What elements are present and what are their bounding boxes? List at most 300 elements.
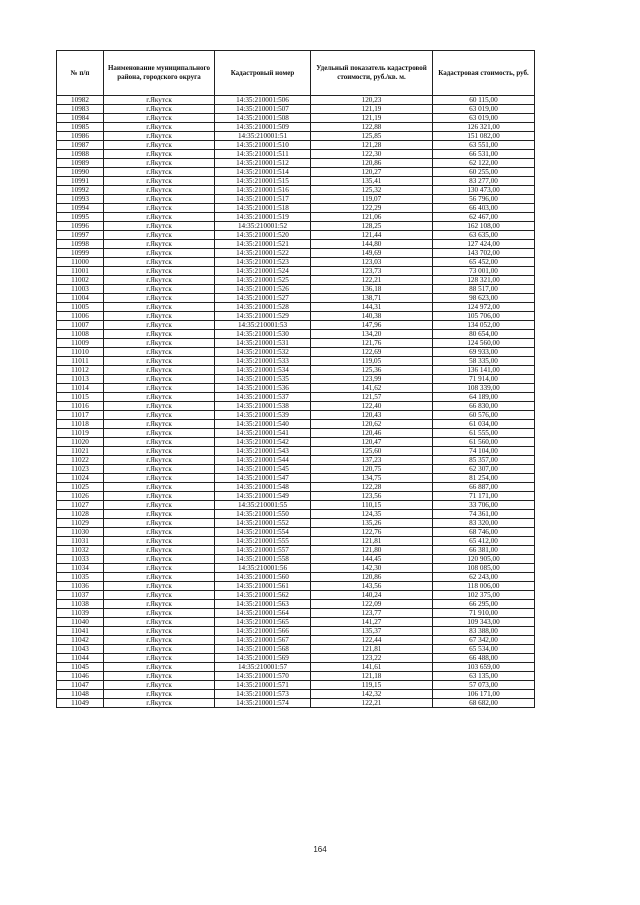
cell-cadastral-number: 14:35:210001:514: [215, 168, 311, 177]
cell-municipality: г.Якутск: [104, 312, 215, 321]
cell-number: 11036: [57, 582, 104, 591]
cell-cadastral-number: 14:35:210001:507: [215, 105, 311, 114]
cell-cadastral-value: 74 361,00: [433, 510, 535, 519]
cell-municipality: г.Якутск: [104, 420, 215, 429]
table-row: [57, 222, 535, 231]
cell-cadastral-value: 73 001,00: [433, 267, 535, 276]
cell-cadastral-number: 14:35:210001:512: [215, 159, 311, 168]
cell-cadastral-value: 63 135,00: [433, 672, 535, 681]
table-row: [57, 195, 535, 204]
cell-specific-value: 136,18: [311, 285, 433, 294]
cell-municipality: г.Якутск: [104, 672, 215, 681]
cell-cadastral-value: 103 659,00: [433, 663, 535, 672]
cell-specific-value: 122,69: [311, 348, 433, 357]
page-number: 164: [313, 845, 327, 854]
cell-cadastral-number: 14:35:210001:554: [215, 528, 311, 537]
cell-number: 11020: [57, 438, 104, 447]
cell-municipality: г.Якутск: [104, 411, 215, 420]
cell-cadastral-number: 14:35:210001:547: [215, 474, 311, 483]
table-body: [57, 96, 535, 708]
cell-cadastral-value: 106 171,00: [433, 690, 535, 699]
cell-number: 11045: [57, 663, 104, 672]
cell-specific-value: 125,36: [311, 366, 433, 375]
cell-specific-value: 122,44: [311, 636, 433, 645]
cell-municipality: г.Якутск: [104, 141, 215, 150]
cell-cadastral-number: 14:35:210001:508: [215, 114, 311, 123]
table-row: [57, 132, 535, 141]
cell-cadastral-number: 14:35:210001:522: [215, 249, 311, 258]
cell-cadastral-number: 14:35:210001:574: [215, 699, 311, 708]
cell-number: 11029: [57, 519, 104, 528]
cell-number: 11037: [57, 591, 104, 600]
cell-number: 10983: [57, 105, 104, 114]
cell-municipality: г.Якутск: [104, 231, 215, 240]
cell-specific-value: 122,09: [311, 600, 433, 609]
cell-cadastral-value: 71 914,00: [433, 375, 535, 384]
table-row: [57, 672, 535, 681]
table-row: [57, 276, 535, 285]
table-row: [57, 339, 535, 348]
cell-specific-value: 144,80: [311, 240, 433, 249]
cell-number: 11033: [57, 555, 104, 564]
cell-specific-value: 121,28: [311, 141, 433, 150]
cell-cadastral-value: 66 830,00: [433, 402, 535, 411]
table-row: [57, 429, 535, 438]
table-row: [57, 312, 535, 321]
cell-number: 11017: [57, 411, 104, 420]
cell-number: 10992: [57, 186, 104, 195]
table-row: [57, 501, 535, 510]
cell-cadastral-number: 14:35:210001:517: [215, 195, 311, 204]
cell-number: 11005: [57, 303, 104, 312]
cell-municipality: г.Якутск: [104, 150, 215, 159]
cell-municipality: г.Якутск: [104, 618, 215, 627]
cell-municipality: г.Якутск: [104, 321, 215, 330]
cell-cadastral-number: 14:35:210001:525: [215, 276, 311, 285]
cell-number: 10995: [57, 213, 104, 222]
cell-specific-value: 119,15: [311, 681, 433, 690]
cell-specific-value: 121,57: [311, 393, 433, 402]
cell-number: 11025: [57, 483, 104, 492]
cell-number: 11000: [57, 258, 104, 267]
cell-cadastral-value: 69 933,00: [433, 348, 535, 357]
table-row: [57, 411, 535, 420]
cell-municipality: г.Якутск: [104, 276, 215, 285]
cell-specific-value: 137,23: [311, 456, 433, 465]
cell-number: 11043: [57, 645, 104, 654]
cell-cadastral-value: 61 034,00: [433, 420, 535, 429]
table-row: [57, 213, 535, 222]
cell-number: 10987: [57, 141, 104, 150]
cell-specific-value: 122,76: [311, 528, 433, 537]
cell-cadastral-number: 14:35:210001:568: [215, 645, 311, 654]
cell-cadastral-number: 14:35:210001:557: [215, 546, 311, 555]
cell-cadastral-number: 14:35:210001:537: [215, 393, 311, 402]
table-row: [57, 456, 535, 465]
cell-municipality: г.Якутск: [104, 249, 215, 258]
cell-number: 10996: [57, 222, 104, 231]
table-row: [57, 546, 535, 555]
cell-cadastral-value: 83 277,00: [433, 177, 535, 186]
cell-cadastral-number: 14:35:210001:506: [215, 96, 311, 105]
cell-cadastral-number: 14:35:210001:515: [215, 177, 311, 186]
cell-cadastral-number: 14:35:210001:532: [215, 348, 311, 357]
cell-specific-value: 121,81: [311, 537, 433, 546]
cell-municipality: г.Якутск: [104, 267, 215, 276]
table-row: [57, 618, 535, 627]
cell-number: 11049: [57, 699, 104, 708]
cell-specific-value: 135,26: [311, 519, 433, 528]
cell-number: 11004: [57, 294, 104, 303]
cell-cadastral-value: 108 339,00: [433, 384, 535, 393]
cell-cadastral-number: 14:35:210001:534: [215, 366, 311, 375]
cell-specific-value: 110,15: [311, 501, 433, 510]
cell-cadastral-number: 14:35:210001:573: [215, 690, 311, 699]
cell-cadastral-value: 68 746,00: [433, 528, 535, 537]
cell-specific-value: 124,35: [311, 510, 433, 519]
header-specific-value: Удельный показатель кадастровой стоимости, руб./кв. м.: [311, 51, 433, 96]
cell-municipality: г.Якутск: [104, 465, 215, 474]
cell-municipality: г.Якутск: [104, 132, 215, 141]
table-row: [57, 645, 535, 654]
cell-municipality: г.Якутск: [104, 519, 215, 528]
header-cadastral-number: Кадастровый номер: [215, 51, 311, 96]
cell-number: 11021: [57, 447, 104, 456]
cell-cadastral-number: 14:35:210001:561: [215, 582, 311, 591]
cell-cadastral-value: 85 357,00: [433, 456, 535, 465]
table-row: [57, 348, 535, 357]
cell-specific-value: 120,62: [311, 420, 433, 429]
cell-number: 10984: [57, 114, 104, 123]
cell-municipality: г.Якутск: [104, 438, 215, 447]
cell-cadastral-value: 62 243,00: [433, 573, 535, 582]
cell-specific-value: 120,27: [311, 168, 433, 177]
table-row: [57, 303, 535, 312]
cell-municipality: г.Якутск: [104, 501, 215, 510]
cell-number: 11014: [57, 384, 104, 393]
cell-specific-value: 121,76: [311, 339, 433, 348]
cell-municipality: г.Якутск: [104, 168, 215, 177]
cell-cadastral-value: 61 560,00: [433, 438, 535, 447]
table-row: [57, 240, 535, 249]
table-row: [57, 582, 535, 591]
cell-cadastral-value: 109 343,00: [433, 618, 535, 627]
header-row: [57, 51, 535, 96]
table-row: [57, 537, 535, 546]
cell-number: 11008: [57, 330, 104, 339]
cell-specific-value: 141,61: [311, 663, 433, 672]
cell-cadastral-value: 98 623,00: [433, 294, 535, 303]
cell-cadastral-number: 14:35:210001:539: [215, 411, 311, 420]
table-row: [57, 555, 535, 564]
table-row: [57, 204, 535, 213]
cell-cadastral-number: 14:35:210001:562: [215, 591, 311, 600]
cell-cadastral-number: 14:35:210001:549: [215, 492, 311, 501]
cell-specific-value: 120,23: [311, 96, 433, 105]
cell-cadastral-number: 14:35:210001:518: [215, 204, 311, 213]
cell-specific-value: 141,27: [311, 618, 433, 627]
cell-specific-value: 134,75: [311, 474, 433, 483]
table-row: [57, 357, 535, 366]
table-row: [57, 366, 535, 375]
cell-cadastral-number: 14:35:210001:510: [215, 141, 311, 150]
table-row: [57, 96, 535, 105]
cell-cadastral-value: 60 115,00: [433, 96, 535, 105]
table-row: [57, 609, 535, 618]
cadastral-value-table: [56, 50, 535, 708]
table-row: [57, 663, 535, 672]
cell-municipality: г.Якутск: [104, 537, 215, 546]
cell-specific-value: 123,77: [311, 609, 433, 618]
cell-specific-value: 143,56: [311, 582, 433, 591]
cell-cadastral-number: 14:35:210001:543: [215, 447, 311, 456]
cell-number: 11003: [57, 285, 104, 294]
cell-municipality: г.Якутск: [104, 195, 215, 204]
table-row: [57, 105, 535, 114]
cell-specific-value: 144,31: [311, 303, 433, 312]
cell-municipality: г.Якутск: [104, 474, 215, 483]
cell-cadastral-value: 66 403,00: [433, 204, 535, 213]
cell-municipality: г.Якутск: [104, 564, 215, 573]
cell-cadastral-number: 14:35:210001:526: [215, 285, 311, 294]
cell-cadastral-value: 63 635,00: [433, 231, 535, 240]
cell-cadastral-value: 62 122,00: [433, 159, 535, 168]
cell-cadastral-number: 14:35:210001:567: [215, 636, 311, 645]
cell-municipality: г.Якутск: [104, 690, 215, 699]
table-row: [57, 519, 535, 528]
cell-municipality: г.Якутск: [104, 123, 215, 132]
cell-cadastral-value: 105 706,00: [433, 312, 535, 321]
cell-cadastral-number: 14:35:210001:521: [215, 240, 311, 249]
table-row: [57, 699, 535, 708]
cell-number: 11011: [57, 357, 104, 366]
cell-number: 10985: [57, 123, 104, 132]
cell-municipality: г.Якутск: [104, 159, 215, 168]
cell-specific-value: 140,38: [311, 312, 433, 321]
cell-specific-value: 125,60: [311, 447, 433, 456]
table-row: [57, 393, 535, 402]
cell-cadastral-value: 118 006,00: [433, 582, 535, 591]
cell-cadastral-number: 14:35:210001:520: [215, 231, 311, 240]
cell-cadastral-number: 14:35:210001:509: [215, 123, 311, 132]
cell-specific-value: 135,37: [311, 627, 433, 636]
cell-number: 11034: [57, 564, 104, 573]
cell-specific-value: 128,25: [311, 222, 433, 231]
table-row: [57, 591, 535, 600]
cell-cadastral-number: 14:35:210001:529: [215, 312, 311, 321]
cell-cadastral-value: 62 307,00: [433, 465, 535, 474]
cell-specific-value: 122,21: [311, 699, 433, 708]
cell-cadastral-value: 33 706,00: [433, 501, 535, 510]
cell-cadastral-number: 14:35:210001:542: [215, 438, 311, 447]
cell-specific-value: 120,75: [311, 465, 433, 474]
cell-number: 10982: [57, 96, 104, 105]
cell-cadastral-value: 58 335,00: [433, 357, 535, 366]
cell-specific-value: 142,30: [311, 564, 433, 573]
cell-specific-value: 142,32: [311, 690, 433, 699]
cell-cadastral-value: 65 452,00: [433, 258, 535, 267]
cell-cadastral-value: 81 254,00: [433, 474, 535, 483]
cell-specific-value: 122,88: [311, 123, 433, 132]
cell-number: 11022: [57, 456, 104, 465]
cell-municipality: г.Якутск: [104, 582, 215, 591]
cell-municipality: г.Якутск: [104, 573, 215, 582]
cell-number: 11042: [57, 636, 104, 645]
cell-number: 11030: [57, 528, 104, 537]
cell-cadastral-number: 14:35:210001:531: [215, 339, 311, 348]
table-row: [57, 123, 535, 132]
cell-municipality: г.Якутск: [104, 456, 215, 465]
cell-specific-value: 125,85: [311, 132, 433, 141]
cell-cadastral-number: 14:35:210001:523: [215, 258, 311, 267]
table-row: [57, 384, 535, 393]
cell-municipality: г.Якутск: [104, 546, 215, 555]
table-header: [57, 51, 535, 96]
cell-specific-value: 120,47: [311, 438, 433, 447]
cell-cadastral-number: 14:35:210001:53: [215, 321, 311, 330]
cell-specific-value: 123,22: [311, 654, 433, 663]
cell-municipality: г.Якутск: [104, 645, 215, 654]
cell-municipality: г.Якутск: [104, 402, 215, 411]
cell-municipality: г.Якутск: [104, 663, 215, 672]
cell-specific-value: 147,96: [311, 321, 433, 330]
cell-cadastral-value: 130 473,00: [433, 186, 535, 195]
cell-specific-value: 121,81: [311, 645, 433, 654]
table-row: [57, 681, 535, 690]
cell-cadastral-number: 14:35:210001:533: [215, 357, 311, 366]
cell-specific-value: 120,86: [311, 159, 433, 168]
cell-number: 11019: [57, 429, 104, 438]
cell-municipality: г.Якутск: [104, 555, 215, 564]
table-row: [57, 564, 535, 573]
cell-number: 11028: [57, 510, 104, 519]
cell-cadastral-value: 151 082,00: [433, 132, 535, 141]
cell-municipality: г.Якутск: [104, 699, 215, 708]
cell-cadastral-value: 63 019,00: [433, 105, 535, 114]
cell-cadastral-number: 14:35:210001:535: [215, 375, 311, 384]
cell-specific-value: 134,20: [311, 330, 433, 339]
cell-cadastral-number: 14:35:210001:536: [215, 384, 311, 393]
cell-cadastral-number: 14:35:210001:569: [215, 654, 311, 663]
table-row: [57, 492, 535, 501]
cell-cadastral-value: 124 560,00: [433, 339, 535, 348]
cell-cadastral-value: 66 887,00: [433, 483, 535, 492]
cell-municipality: г.Якутск: [104, 114, 215, 123]
cell-municipality: г.Якутск: [104, 447, 215, 456]
cell-number: 10999: [57, 249, 104, 258]
cell-cadastral-value: 61 555,00: [433, 429, 535, 438]
cell-municipality: г.Якутск: [104, 348, 215, 357]
table-row: [57, 231, 535, 240]
table-row: [57, 474, 535, 483]
cell-number: 10989: [57, 159, 104, 168]
cell-municipality: г.Якутск: [104, 591, 215, 600]
cell-municipality: г.Якутск: [104, 483, 215, 492]
cell-cadastral-value: 66 531,00: [433, 150, 535, 159]
cell-cadastral-number: 14:35:210001:565: [215, 618, 311, 627]
cell-cadastral-number: 14:35:210001:56: [215, 564, 311, 573]
cell-cadastral-value: 71 910,00: [433, 609, 535, 618]
table-row: [57, 141, 535, 150]
cell-number: 11018: [57, 420, 104, 429]
cell-municipality: г.Якутск: [104, 654, 215, 663]
header-cadastral-value: Кадастровая стоимость, руб.: [433, 51, 535, 96]
cell-cadastral-value: 124 972,00: [433, 303, 535, 312]
cell-cadastral-number: 14:35:210001:55: [215, 501, 311, 510]
cell-cadastral-value: 80 654,00: [433, 330, 535, 339]
table-row: [57, 267, 535, 276]
cell-number: 10991: [57, 177, 104, 186]
cell-cadastral-number: 14:35:210001:528: [215, 303, 311, 312]
cell-specific-value: 123,03: [311, 258, 433, 267]
cell-number: 11027: [57, 501, 104, 510]
cell-cadastral-number: 14:35:210001:527: [215, 294, 311, 303]
cell-cadastral-value: 108 085,00: [433, 564, 535, 573]
cell-cadastral-value: 83 388,00: [433, 627, 535, 636]
cell-cadastral-value: 63 019,00: [433, 114, 535, 123]
table-row: [57, 573, 535, 582]
table-row: [57, 258, 535, 267]
header-number: № п/п: [57, 51, 104, 96]
cell-cadastral-value: 60 576,00: [433, 411, 535, 420]
cell-municipality: г.Якутск: [104, 429, 215, 438]
table-row: [57, 600, 535, 609]
cell-cadastral-value: 65 534,00: [433, 645, 535, 654]
cell-cadastral-number: 14:35:210001:519: [215, 213, 311, 222]
cell-cadastral-number: 14:35:210001:544: [215, 456, 311, 465]
cell-cadastral-number: 14:35:210001:555: [215, 537, 311, 546]
cell-cadastral-number: 14:35:210001:550: [215, 510, 311, 519]
cell-number: 11038: [57, 600, 104, 609]
cell-number: 11009: [57, 339, 104, 348]
cell-cadastral-value: 67 342,00: [433, 636, 535, 645]
table-row: [57, 375, 535, 384]
table-row: [57, 249, 535, 258]
cell-cadastral-value: 74 104,00: [433, 447, 535, 456]
cell-specific-value: 149,69: [311, 249, 433, 258]
cell-specific-value: 119,07: [311, 195, 433, 204]
cell-cadastral-number: 14:35:210001:570: [215, 672, 311, 681]
cell-cadastral-value: 64 189,00: [433, 393, 535, 402]
cell-number: 11010: [57, 348, 104, 357]
cell-specific-value: 123,56: [311, 492, 433, 501]
cell-number: 11039: [57, 609, 104, 618]
cell-cadastral-value: 162 108,00: [433, 222, 535, 231]
cell-cadastral-value: 57 073,00: [433, 681, 535, 690]
cell-number: 10990: [57, 168, 104, 177]
cell-cadastral-value: 136 141,00: [433, 366, 535, 375]
cell-cadastral-value: 62 467,00: [433, 213, 535, 222]
cell-cadastral-number: 14:35:210001:538: [215, 402, 311, 411]
cell-cadastral-value: 134 052,00: [433, 321, 535, 330]
cell-cadastral-number: 14:35:210001:52: [215, 222, 311, 231]
table-row: [57, 150, 535, 159]
cell-specific-value: 120,43: [311, 411, 433, 420]
cell-municipality: г.Якутск: [104, 96, 215, 105]
cell-specific-value: 122,40: [311, 402, 433, 411]
cell-number: 11044: [57, 654, 104, 663]
cell-number: 11023: [57, 465, 104, 474]
cell-number: 10994: [57, 204, 104, 213]
cell-cadastral-value: 102 375,00: [433, 591, 535, 600]
cell-number: 10993: [57, 195, 104, 204]
cell-number: 11046: [57, 672, 104, 681]
table-row: [57, 177, 535, 186]
cell-municipality: г.Якутск: [104, 384, 215, 393]
cell-number: 11026: [57, 492, 104, 501]
cell-municipality: г.Якутск: [104, 600, 215, 609]
cell-cadastral-value: 126 321,00: [433, 123, 535, 132]
